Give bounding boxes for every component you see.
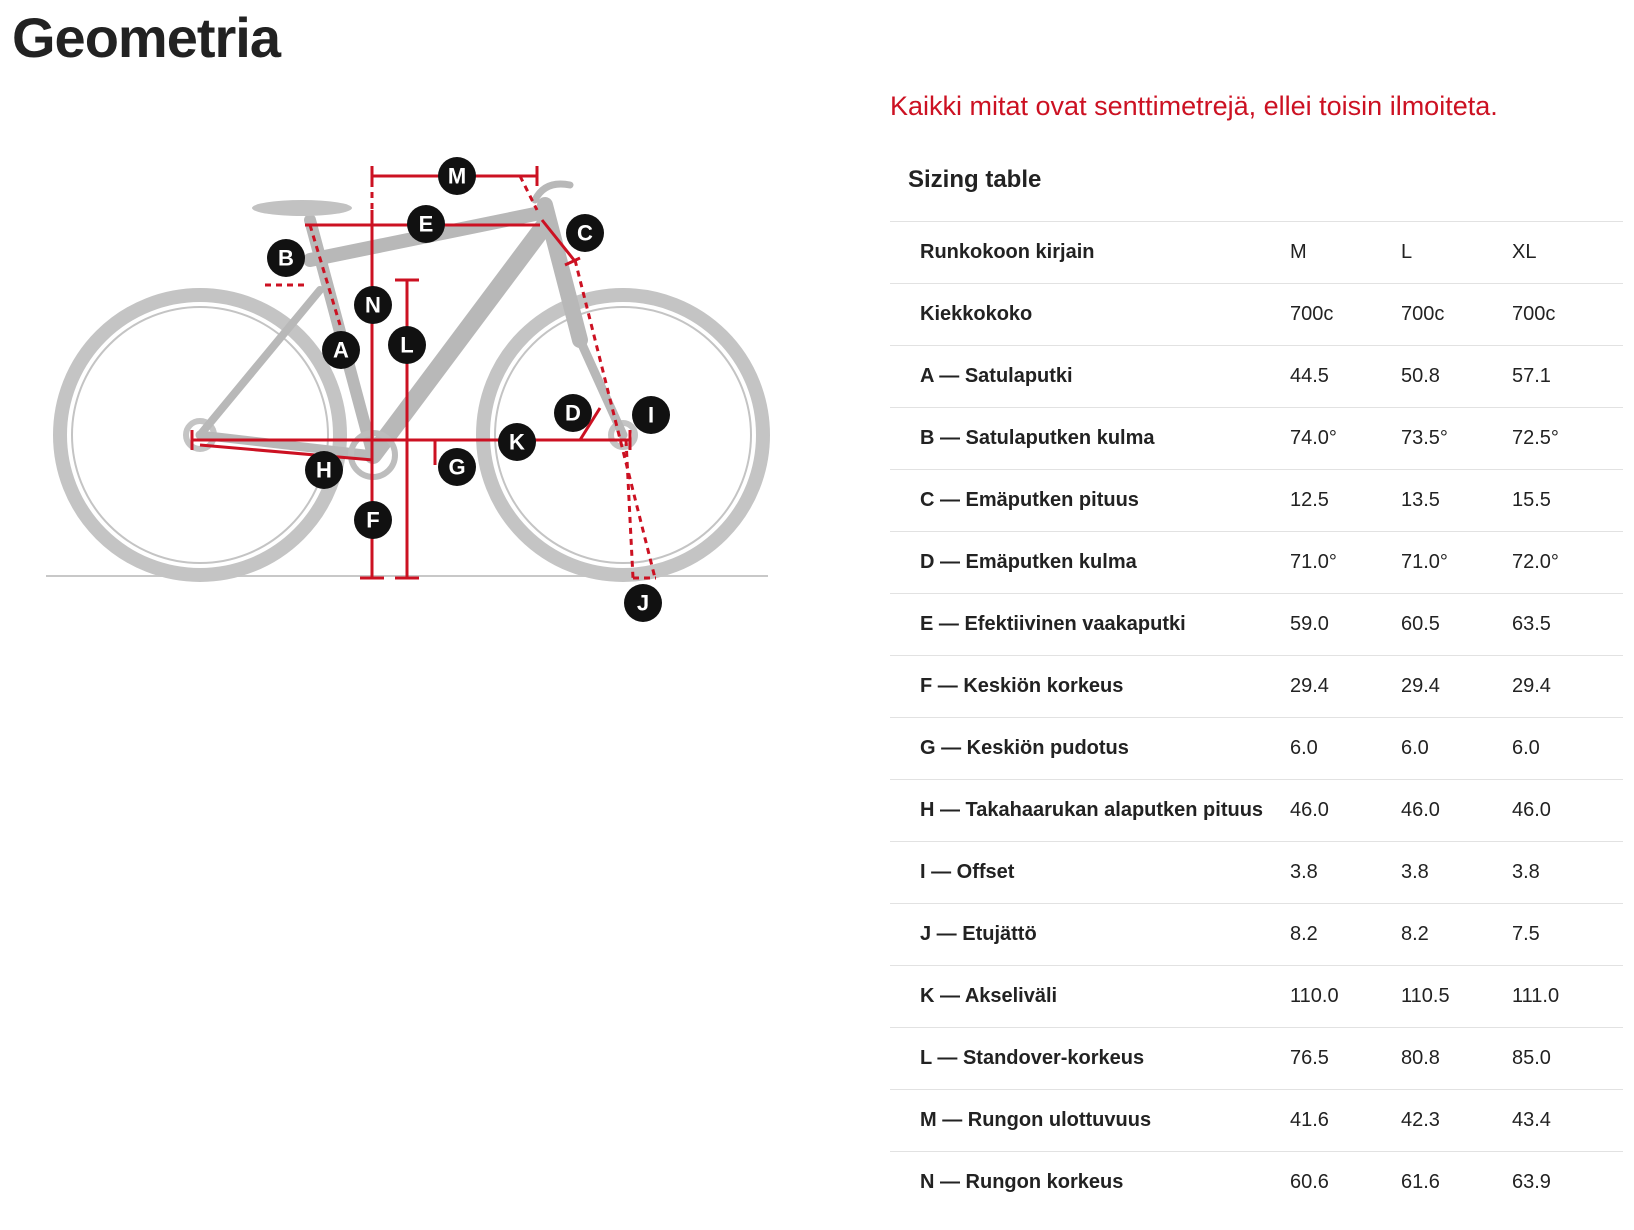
row-value: 76.5 [1290, 1028, 1401, 1090]
svg-text:A: A [333, 337, 349, 363]
svg-text:N: N [365, 292, 381, 318]
row-value: 111.0 [1512, 966, 1623, 1028]
row-value: 6.0 [1512, 718, 1623, 780]
row-value: 3.8 [1512, 842, 1623, 904]
table-row [890, 966, 1623, 1028]
row-value: 110.5 [1401, 966, 1512, 1028]
row-value: 7.5 [1512, 904, 1623, 966]
svg-text:B: B [278, 245, 294, 271]
row-value: 73.5° [1401, 408, 1512, 470]
table-row [890, 470, 1623, 532]
row-label: B — Satulaputken kulma [890, 408, 1290, 470]
row-value: 8.2 [1401, 904, 1512, 966]
row-value: 8.2 [1290, 904, 1401, 966]
marker-n [354, 286, 392, 324]
marker-d [554, 394, 592, 432]
row-label: L — Standover-korkeus [890, 1028, 1290, 1090]
row-label: G — Keskiön pudotus [890, 718, 1290, 780]
row-value: 46.0 [1401, 780, 1512, 842]
svg-text:K: K [509, 429, 525, 455]
table-row [890, 1090, 1623, 1152]
row-label: M — Rungon ulottuvuus [890, 1090, 1290, 1152]
svg-text:J: J [636, 590, 650, 616]
row-value: 42.3 [1401, 1090, 1512, 1152]
svg-text:L: L [400, 332, 414, 358]
row-value: 50.8 [1401, 346, 1512, 408]
svg-text:F: F [366, 507, 380, 533]
row-label: D — Emäputken kulma [890, 532, 1290, 594]
marker-l [388, 326, 426, 364]
row-label: E — Efektiivinen vaakaputki [890, 594, 1290, 656]
marker-h [305, 451, 343, 489]
row-value: 85.0 [1512, 1028, 1623, 1090]
svg-text:I: I [647, 402, 655, 428]
svg-text:D: D [565, 400, 581, 426]
row-value: 700c [1512, 284, 1623, 346]
table-row [890, 904, 1623, 966]
marker-i [632, 396, 670, 434]
svg-text:M: M [447, 163, 467, 189]
marker-g [438, 448, 476, 486]
row-value: 72.0° [1512, 532, 1623, 594]
sizing-table [890, 221, 1623, 1213]
table-row [890, 656, 1623, 718]
row-value: 15.5 [1512, 470, 1623, 532]
table-title: Sizing table [908, 166, 1042, 193]
bike-geometry-svg [40, 150, 820, 670]
row-value: 43.4 [1512, 1090, 1623, 1152]
row-value: 29.4 [1401, 656, 1512, 718]
row-value: 41.6 [1290, 1090, 1401, 1152]
svg-text:G: G [448, 454, 466, 480]
row-value: 44.5 [1290, 346, 1401, 408]
row-value: 60.5 [1401, 594, 1512, 656]
svg-text:H: H [316, 457, 332, 483]
row-value: 12.5 [1290, 470, 1401, 532]
header-size: XL [1512, 222, 1623, 284]
row-value: 46.0 [1290, 780, 1401, 842]
row-value: 3.8 [1401, 842, 1512, 904]
row-label: J — Etujättö [890, 904, 1290, 966]
row-label: F — Keskiön korkeus [890, 656, 1290, 718]
row-value: 71.0° [1401, 532, 1512, 594]
marker-m [438, 157, 476, 195]
table-row [890, 346, 1623, 408]
marker-k [498, 423, 536, 461]
table-row [890, 842, 1623, 904]
row-value: 71.0° [1290, 532, 1401, 594]
row-value: 29.4 [1512, 656, 1623, 718]
row-value: 61.6 [1401, 1152, 1512, 1214]
table-row [890, 1028, 1623, 1090]
header-size: L [1401, 222, 1512, 284]
table-row [890, 594, 1623, 656]
page-title: Geometria [12, 6, 280, 69]
row-label: C — Emäputken pituus [890, 470, 1290, 532]
table-row [890, 532, 1623, 594]
row-value: 57.1 [1512, 346, 1623, 408]
row-label: I — Offset [890, 842, 1290, 904]
marker-j [624, 584, 662, 622]
row-label: Kiekkokoko [890, 284, 1290, 346]
marker-e [407, 205, 445, 243]
marker-b [267, 239, 305, 277]
table-row [890, 408, 1623, 470]
row-value: 80.8 [1401, 1028, 1512, 1090]
table-row [890, 1152, 1623, 1214]
svg-text:C: C [577, 220, 593, 246]
row-value: 6.0 [1401, 718, 1512, 780]
marker-c [566, 214, 604, 252]
row-value: 59.0 [1290, 594, 1401, 656]
marker-a [322, 331, 360, 369]
marker-f [354, 501, 392, 539]
row-value: 46.0 [1512, 780, 1623, 842]
geometry-diagram [40, 150, 820, 670]
table-row [890, 284, 1623, 346]
row-value: 63.5 [1512, 594, 1623, 656]
row-value: 60.6 [1290, 1152, 1401, 1214]
units-note: Kaikki mitat ovat senttimetrejä, ellei toisin ilmoiteta. [890, 91, 1498, 121]
row-label: N — Rungon korkeus [890, 1152, 1290, 1214]
svg-text:E: E [418, 211, 434, 237]
row-value: 29.4 [1290, 656, 1401, 718]
row-value: 63.9 [1512, 1152, 1623, 1214]
row-label: H — Takahaarukan alaputken pituus [890, 780, 1290, 842]
row-label: K — Akseliväli [890, 966, 1290, 1028]
table-row [890, 780, 1623, 842]
row-value: 72.5° [1512, 408, 1623, 470]
row-value: 74.0° [1290, 408, 1401, 470]
row-value: 110.0 [1290, 966, 1401, 1028]
header-label: Runkokoon kirjain [890, 222, 1290, 284]
table-row [890, 718, 1623, 780]
row-value: 3.8 [1290, 842, 1401, 904]
row-label: A — Satulaputki [890, 346, 1290, 408]
row-value: 700c [1290, 284, 1401, 346]
row-value: 700c [1401, 284, 1512, 346]
saddle [252, 200, 352, 216]
table-header-row [890, 222, 1623, 284]
row-value: 13.5 [1401, 470, 1512, 532]
row-value: 6.0 [1290, 718, 1401, 780]
header-size: M [1290, 222, 1401, 284]
